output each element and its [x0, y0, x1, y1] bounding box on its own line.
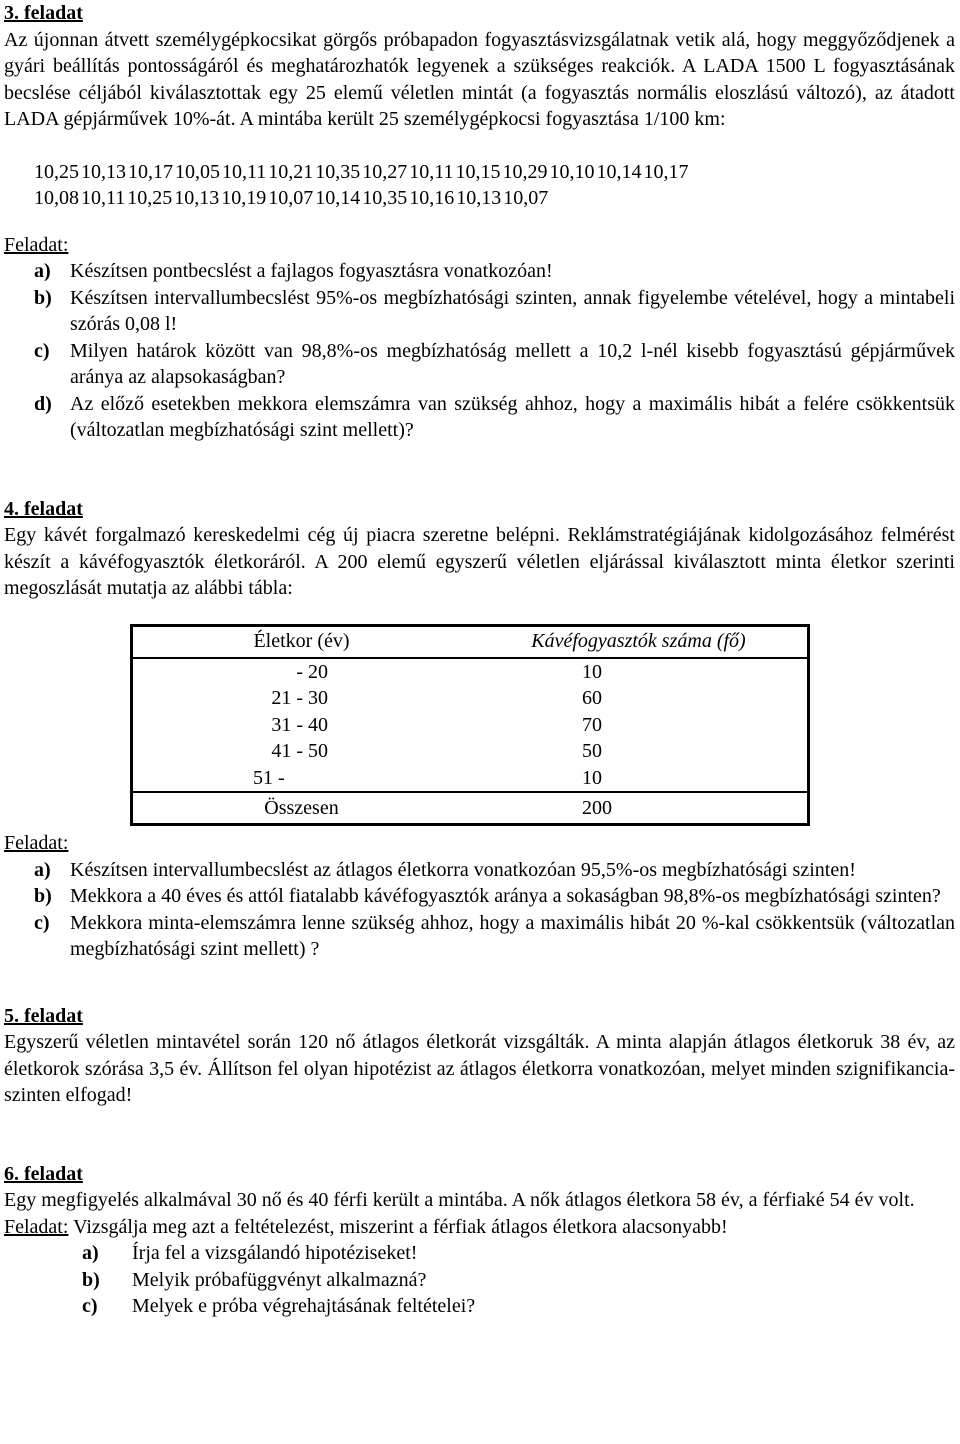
- task3-item-c: [4, 338, 955, 391]
- task3-title: 3. feladat: [4, 2, 83, 24]
- table-cell-age: 41 - 50: [271, 740, 328, 762]
- table-row: [132, 738, 809, 765]
- task4-feladat-label: Feladat:: [4, 832, 69, 854]
- task4-item-a-label: a): [34, 858, 51, 881]
- task4-item-c-label: c): [34, 911, 50, 934]
- spacer: [4, 963, 955, 1003]
- table-total-value: 200: [470, 792, 809, 825]
- task6-item-b-label: b): [82, 1268, 100, 1291]
- task3-item-d: [4, 391, 955, 444]
- table-cell-count: 60: [582, 687, 602, 709]
- task3-item-c-text: Milyen határok között van 98,8%-os megbízhatóság mellett a 10,2 l-nél kisebb fogyasztású gépjárművek aránya az alapsokaságban?: [70, 339, 955, 388]
- table-cell-age: 31 - 40: [271, 713, 328, 736]
- task4-item-c: [4, 910, 955, 963]
- task4-item-list: [4, 857, 955, 963]
- task4-item-b-label: b): [34, 885, 52, 907]
- task3-item-b-label: b): [34, 286, 52, 309]
- task4-item-b: [4, 883, 955, 910]
- task3-item-d-label: d): [34, 392, 52, 415]
- spacer: [4, 1109, 955, 1161]
- table-total-row: [132, 792, 809, 825]
- task3-data: [4, 159, 955, 212]
- task6-item-a: [4, 1240, 955, 1267]
- task4-item-a: [4, 857, 955, 884]
- table-header-row: [132, 625, 809, 658]
- table-cell-count: 70: [582, 713, 602, 736]
- task3-item-list: [4, 258, 955, 444]
- task3-intro: Az újonnan átvett személygépkocsikat görgős próbapadon fogyasztásvizsgálatnak vetik alá, hogy meggyőződjenek a gyári beállítás pontosságáról és meghatározhatók legyenek a szükséges reakciók. A LADA 1500 L fogyasztásának becslése céljából kiválasztottak egy 25 elemű véletlen mintát (a fogyasztás normális eloszlású változó), az átadott LADA gépjárművek 10%-át. A mintába került 25 személygépkocsi fogyasztása 1/100 km:: [4, 28, 955, 130]
- task6-item-c-label: c): [82, 1295, 98, 1317]
- table-row: [132, 712, 809, 739]
- table-header-count: Kávéfogyasztók száma (fő): [470, 625, 809, 658]
- task3-item-b-text: Készítsen intervallumbecslést 95%-os megbízhatósági szinten, annak figyelembe vételével, hogy a mintabeli szórás 0,08 l!: [70, 286, 955, 335]
- task4-item-b-text: Mekkora a 40 éves és attól fiatalabb kávéfogyasztók aránya a sokaságban 98,8%-os megbízhatósági szinten?: [70, 885, 941, 907]
- task6-text: Egy megfigyelés alkalmával 30 nő és 40 férfi került a mintába. A nők átlagos életkora 58 év, a férfiaké 54 év volt.: [4, 1189, 915, 1211]
- task6-item-c: [4, 1293, 955, 1320]
- task6-title: 6. feladat: [4, 1162, 83, 1185]
- task6-item-c-text: Melyek e próba végrehajtásának feltételei?: [132, 1295, 476, 1317]
- spacer: [4, 444, 955, 496]
- table-row: [132, 658, 809, 686]
- table-cell-count: 50: [582, 740, 602, 762]
- task6-feladat-label: Feladat:: [4, 1215, 69, 1238]
- task4-intro: Egy kávét forgalmazó kereskedelmi cég új piacra szeretne belépni. Reklámstratégiájának kidolgozásához felmérést készít a kávéfogyasztók életkoráról. A 200 elemű egyszerű véletlen eljárással kiválasztott minta életkor szerinti megoszlását mutatja az alábbi tábla:: [4, 524, 955, 599]
- task4-item-c-text: Mekkora minta-elemszámra lenne szükség ahhoz, hogy a maximális hibát 20 %-kal csökkentsük (változatlan megbízhatósági szint mellett) ?: [70, 911, 955, 960]
- task5-text: Egyszerű véletlen mintavétel során 120 nő átlagos életkorát vizsgálták. A minta alapján átlagos életkoruk 38 év, az életkorok szórása 3,5 év. Állítson fel olyan hipotézist az átlagos életkorra vonatkozóan, melyet minden szignifikancia-szinten elfogad!: [4, 1031, 955, 1106]
- table-cell-age: 21 - 30: [271, 687, 328, 709]
- task3-feladat-label: Feladat:: [4, 233, 69, 256]
- task4-title: 4. feladat: [4, 497, 83, 520]
- task3-item-a: [4, 258, 955, 285]
- table-cell-count: 10: [582, 766, 602, 789]
- task6-item-a-text: Írja fel a vizsgálandó hipotéziseket!: [132, 1242, 418, 1264]
- table-cell-count: 10: [582, 660, 602, 683]
- task6-item-b: [4, 1267, 955, 1294]
- task6-feladat-text: Vizsgálja meg azt a feltételezést, miszerint a férfiak átlagos életkora alacsonyabb!: [73, 1215, 728, 1238]
- table-row: [132, 765, 809, 793]
- table-cell-age: - 20: [296, 660, 328, 683]
- task3-item-c-label: c): [34, 339, 50, 362]
- task6-feladat: [4, 1214, 955, 1241]
- task6-item-list: [4, 1240, 955, 1320]
- task5-title: 5. feladat: [4, 1004, 83, 1027]
- table-header-age: Életkor (év): [132, 625, 471, 658]
- task3-item-a-label: a): [34, 260, 51, 282]
- table-cell-age: 51 -: [253, 766, 285, 789]
- task3-data-line1: 10,25 10,13 10,17 10,05 10,11 10,21 10,35 10,27 10,11 10,15 10,29 10,10 10,14 10,17: [34, 160, 689, 183]
- table-row: [132, 685, 809, 712]
- task6-item-b-text: Melyik próbafüggvényt alkalmazná?: [132, 1268, 427, 1291]
- task3-item-b: [4, 285, 955, 338]
- table-total-label: Összesen: [132, 792, 471, 825]
- task4-item-a-text: Készítsen intervallumbecslést az átlagos életkorra vonatkozóan 95,5%-os megbízhatósági szinten!: [70, 858, 856, 881]
- task3-item-a-text: Készítsen pontbecslést a fajlagos fogyasztásra vonatkozóan!: [70, 260, 553, 282]
- task3-data-line2: 10,08 10,11 10,25 10,13 10,19 10,07 10,14 10,35 10,16 10,13 10,07: [34, 187, 549, 209]
- task6-item-a-label: a): [82, 1242, 99, 1264]
- task3-item-d-text: Az előző esetekben mekkora elemszámra van szükség ahhoz, hogy a maximális hibát a felére csökkentsük (változatlan megbízhatósági szint mellett)?: [70, 392, 955, 441]
- age-distribution-table: [130, 624, 810, 827]
